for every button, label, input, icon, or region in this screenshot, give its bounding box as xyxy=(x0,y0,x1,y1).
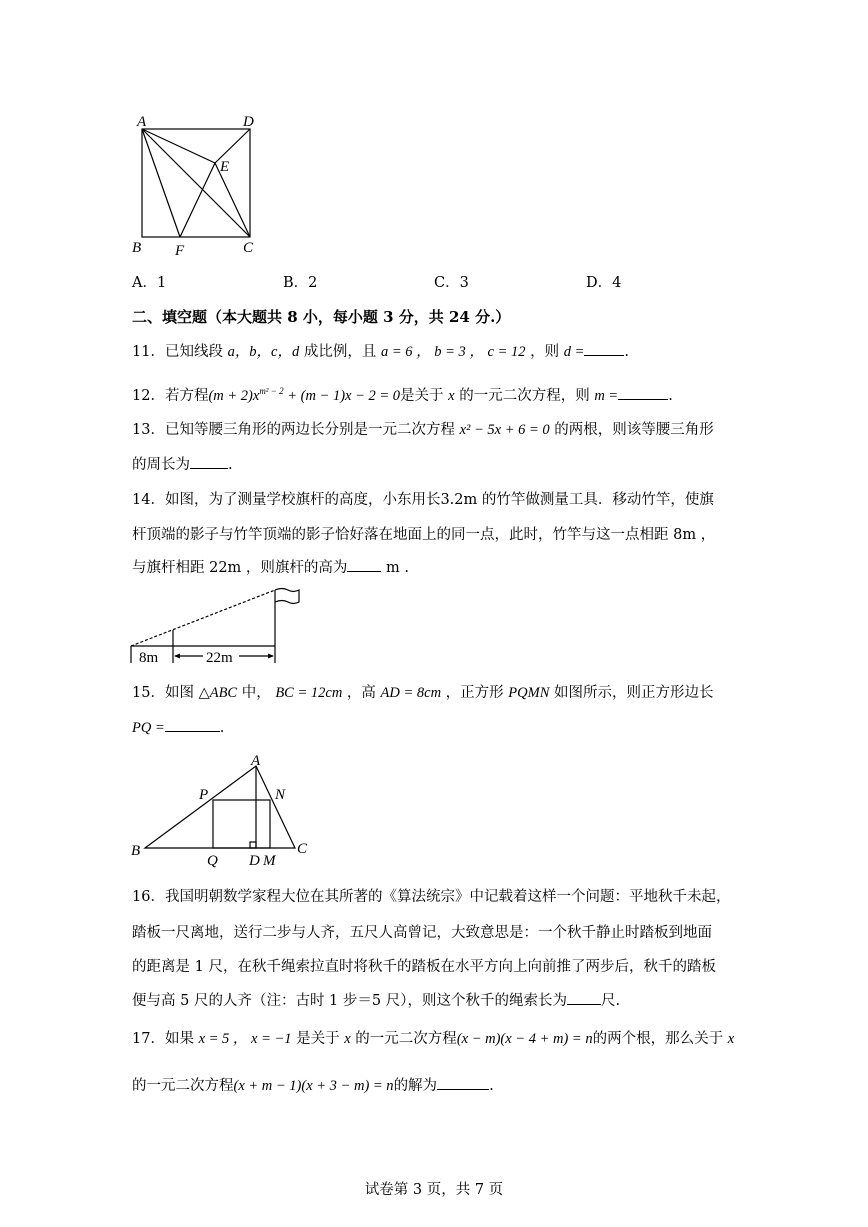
answer-blank xyxy=(190,454,228,469)
label-a: A xyxy=(251,753,261,769)
square-pqmn xyxy=(213,800,270,848)
question-16-line4: 便与高 5 尺的人齐（注：古时 1 步＝5 尺），则这个秋千的绳索长为 尺. xyxy=(132,990,620,1011)
label-e: E xyxy=(220,159,230,175)
triangle-abc xyxy=(145,766,295,848)
question-15-line2: PQ = . xyxy=(132,717,224,738)
right-angle-mark xyxy=(250,842,256,848)
label-c: C xyxy=(243,240,254,256)
question-15-line1: 15．如图 △ABC 中， BC = 12cm ，高 AD = 8cm ，正方形 PQMN 如图所示，则正方形边长 xyxy=(132,685,714,701)
label-d: D xyxy=(249,853,260,869)
question-16-line3: 的距离是 1 尺，在秋千绳索拉直时将秋千的踏板在水平方向上向前推了两步后，秋千的踏板 xyxy=(132,959,716,975)
question-16-line2: 踏板一尺离地，送行二步与人齐，五尺人高曾记，大致意思是：一个秋千静止时踏板到地面 xyxy=(132,925,712,941)
label-8m: 8m xyxy=(139,650,159,666)
question-16-line1: 16．我国明朝数学家程大位在其所著的《算法统宗》中记载着这样一个问题：平地秋千未起， xyxy=(132,889,731,905)
label-q: Q xyxy=(207,853,218,869)
answer-blank xyxy=(618,385,668,400)
shadow-line xyxy=(131,590,275,646)
label-f: F xyxy=(175,243,185,259)
label-p: P xyxy=(199,787,209,803)
question-13-line2: 的周长为 . xyxy=(132,454,233,475)
answer-blank xyxy=(347,557,381,572)
flagpole-figure xyxy=(125,585,305,670)
page-footer: 试卷第 3 页，共 7 页 xyxy=(364,1182,504,1198)
square-figure xyxy=(125,110,275,260)
label-a: A xyxy=(137,114,147,130)
question-17-line1: 17．如果 x = 5 ， x = −1 是关于 x 的一元二次方程(x − m)(x − 4 + m) = n的两个根，那么关于 x xyxy=(132,1031,735,1047)
question-14-line2: 杆顶端的影子与竹竿顶端的影子恰好落在地面上的同一点，此时，竹竿与这一点相距 8m ， xyxy=(132,527,716,543)
answer-blank xyxy=(567,990,601,1005)
label-b: B xyxy=(132,240,142,256)
label-b: B xyxy=(131,843,141,859)
question-12: 12．若方程$(m + 2)x^{m^2 - 2} + (m - 1)x - 2 = 0$是关于 x 的一元二次方程，则 m = . xyxy=(132,386,673,404)
question-14-line1: 14．如图，为了测量学校旗杆的高度，小东用长3.2m 的竹竿做测量工具．移动竹竿，使旗 xyxy=(132,492,714,508)
label-d: D xyxy=(243,114,254,130)
option-d: D．4 xyxy=(586,275,622,291)
option-b: B．2 xyxy=(283,275,318,291)
question-11: 11．已知线段 a，b，c，d 成比例，且 a = 6 ， b = 3 ， c = 12 ，则 d = . xyxy=(132,341,629,362)
label-22m: 22m xyxy=(206,650,233,666)
section-heading: 二、填空题（本大题共 8 小，每小题 3 分，共 24 分.） xyxy=(132,308,511,326)
triangle-figure xyxy=(125,745,325,870)
label-n: N xyxy=(275,787,286,803)
label-c: C xyxy=(297,841,308,857)
answer-blank xyxy=(437,1075,489,1090)
question-14-line3: 与旗杆相距 22m ，则旗杆的高为 m . xyxy=(132,557,409,578)
question-13-line1: 13．已知等腰三角形的两边长分别是一元二次方程 x² − 5x + 6 = 0 的两根，则该等腰三角形 xyxy=(132,422,714,438)
flag-icon xyxy=(275,589,299,604)
option-c: C．3 xyxy=(434,275,469,291)
option-a: A．1 xyxy=(132,275,167,291)
answer-blank xyxy=(165,717,220,732)
question-17-line2: 的一元二次方程(x + m − 1)(x + 3 − m) = n的解为 . xyxy=(132,1075,494,1096)
label-m: M xyxy=(263,853,276,869)
answer-blank xyxy=(584,341,624,356)
